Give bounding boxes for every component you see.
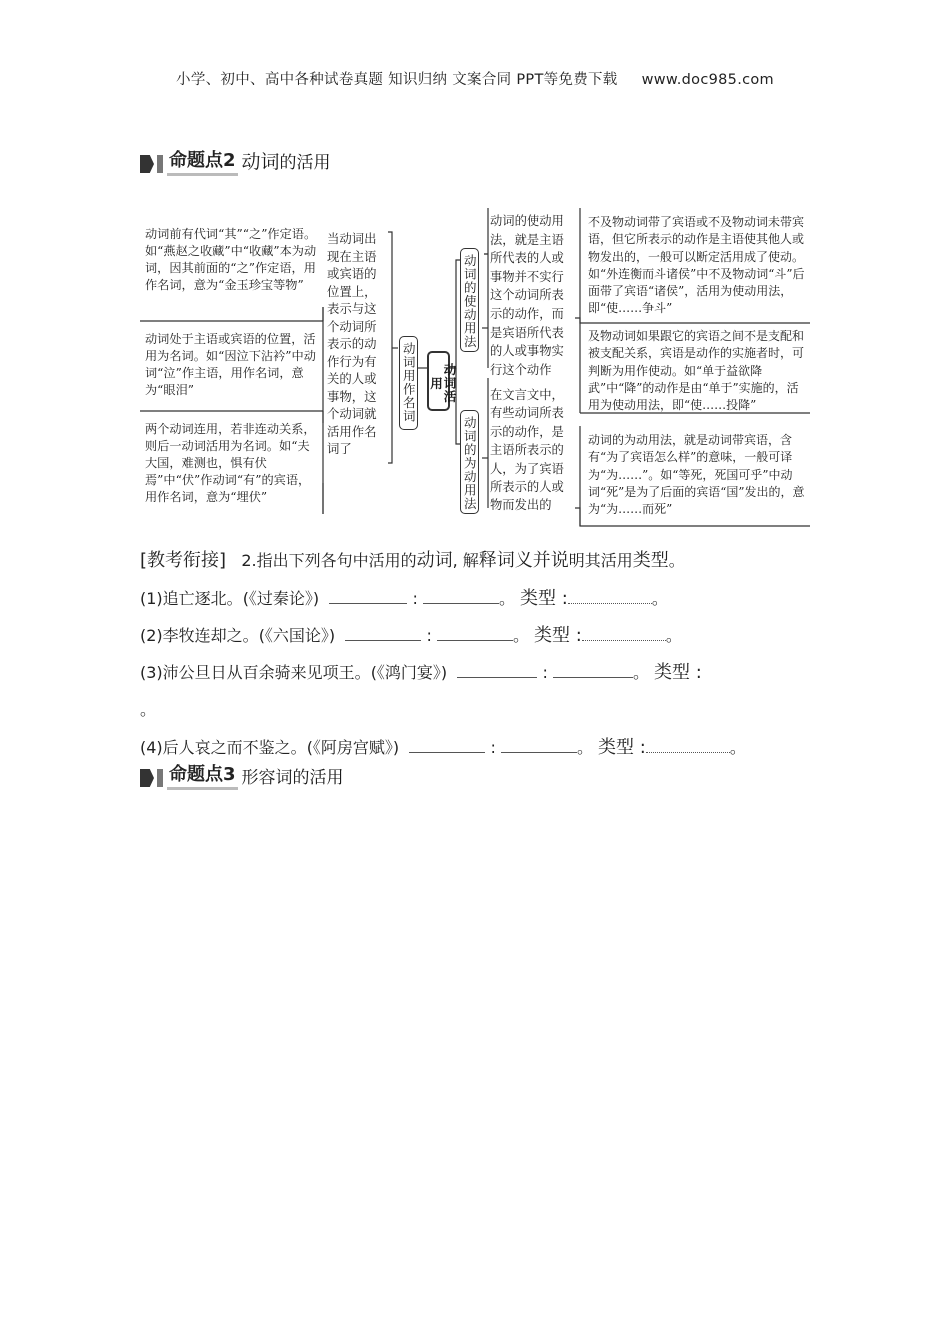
section-marker-icon: [157, 769, 163, 787]
type-answer-blank[interactable]: [568, 589, 652, 604]
noun-rule-box-3: 两个动词连用，若非连动关系，则后一动词活用为名词。如“夫大国，难测也，惧有伏焉”中“伏”作动词“有”的宾语，用作名词，意为“埋伏”: [145, 422, 316, 504]
exercise-item-3-wrap: 。: [140, 700, 157, 719]
exercise-item-2: (2)李牧连却之。(《六国论》) : 。 类型 : 。: [140, 625, 682, 646]
weidong-node: 动词的为动用法: [460, 410, 479, 514]
weidong-explain-box: 在文言文中，有些动词所表示的动作，是主语所表示的人，为了宾语所表示的人或物而发出的: [490, 388, 564, 513]
verb-usage-diagram: [140, 208, 810, 528]
section-label: 命题点3: [167, 760, 238, 790]
causative-rule-box-2: 及物动词如果跟它的宾语之间不是支配和被支配关系，宾语是动作的实施者时，可判断为用作使动。如“单于益欲降武”中“降”的动作是由“单于”实施的，活用为使动用法，即“使……投降”: [588, 329, 805, 413]
header-text: 小学、初中、高中各种试卷真题 知识归纳 文案合同 PPT等免费下载: [176, 72, 618, 88]
section-2-heading: [140, 148, 331, 176]
type-answer-blank[interactable]: [582, 626, 666, 641]
meaning-answer-blank[interactable]: [423, 589, 499, 604]
causative-explain-box: 动词的使动用法，就是主语所代表的人或事物并不实行这个动词所表示的动作，而是宾语所代表的人或事物实行这个动作: [490, 214, 564, 377]
word-answer-blank[interactable]: [329, 589, 407, 604]
noun-rule-box-1: 动词前有代词“其”“之”作定语。如“燕赵之收藏”中“收藏”本为动词，因其前面的“之”作定语，用作名词，意为“金玉珍宝等物”: [145, 227, 317, 292]
causative-node: 动词的使动用法: [460, 248, 479, 352]
noun-explain-box: 当动词出现在主语或宾语的位置上，表示与这个动词所表示的动作行为有关的人或事物，这个动词就活用作名词了: [327, 231, 377, 456]
meaning-answer-blank[interactable]: [437, 626, 513, 641]
meaning-answer-blank[interactable]: [501, 738, 577, 753]
noun-rule-box-2: 动词处于主语或宾语的位置，活用为名词。如“因泣下沾衿”中动词“泣”作主语，用作名词，意为“眼泪”: [145, 332, 316, 397]
section-label: 命题点2: [167, 146, 238, 176]
verb-as-noun-node: 动词用作名词: [399, 336, 418, 430]
section-marker-icon: [140, 155, 154, 173]
section-marker-icon: [140, 769, 154, 787]
word-answer-blank[interactable]: [345, 626, 421, 641]
exercise-instruction: [教考衔接] 2.指出下列各句中活用的动词, 解释词义并说明其活用类型。: [140, 550, 685, 571]
section-topic: 动词的活用: [241, 151, 331, 173]
word-answer-blank[interactable]: [457, 663, 537, 678]
meaning-answer-blank[interactable]: [553, 663, 633, 678]
section-topic: 形容词的活用: [241, 768, 344, 788]
exercise-item-3: (3)沛公旦日从百余骑来见项王。(《鸿门宴》) : 。 类型 :: [140, 662, 702, 683]
section-marker-icon: [157, 155, 163, 173]
weidong-rule-box: 动词的为动用法，就是动词带宾语，含有“为了宾语怎么样”的意味，一般可译为“为……”。如“等死，死国可乎”中动词“死”是为了后面的宾语“国”发出的，意为“为……而死”: [588, 433, 805, 517]
page-header: [0, 68, 950, 89]
exercise-item-1: (1)追亡逐北。(《过秦论》) : 。 类型 : 。: [140, 588, 668, 609]
header-site[interactable]: www.doc985.com: [641, 72, 774, 88]
exercise-item-4: (4)后人哀之而不鉴之。(《阿房宫赋》) : 。 类型 : 。: [140, 737, 746, 758]
causative-rule-box-1: 不及物动词带了宾语或不及物动词未带宾语，但它所表示的动作是主语使其他人或物发出的，一般可以断定活用成了使动。如“外连衡而斗诸侯”中不及物动词“斗”后面带了宾语“诸侯”，活用为使动用法，即“使……争斗”: [588, 215, 805, 316]
section-3-heading: [140, 762, 344, 790]
verb-usage-center-node: 动词活用: [427, 351, 450, 411]
word-answer-blank[interactable]: [409, 738, 485, 753]
type-answer-blank[interactable]: [646, 738, 730, 753]
